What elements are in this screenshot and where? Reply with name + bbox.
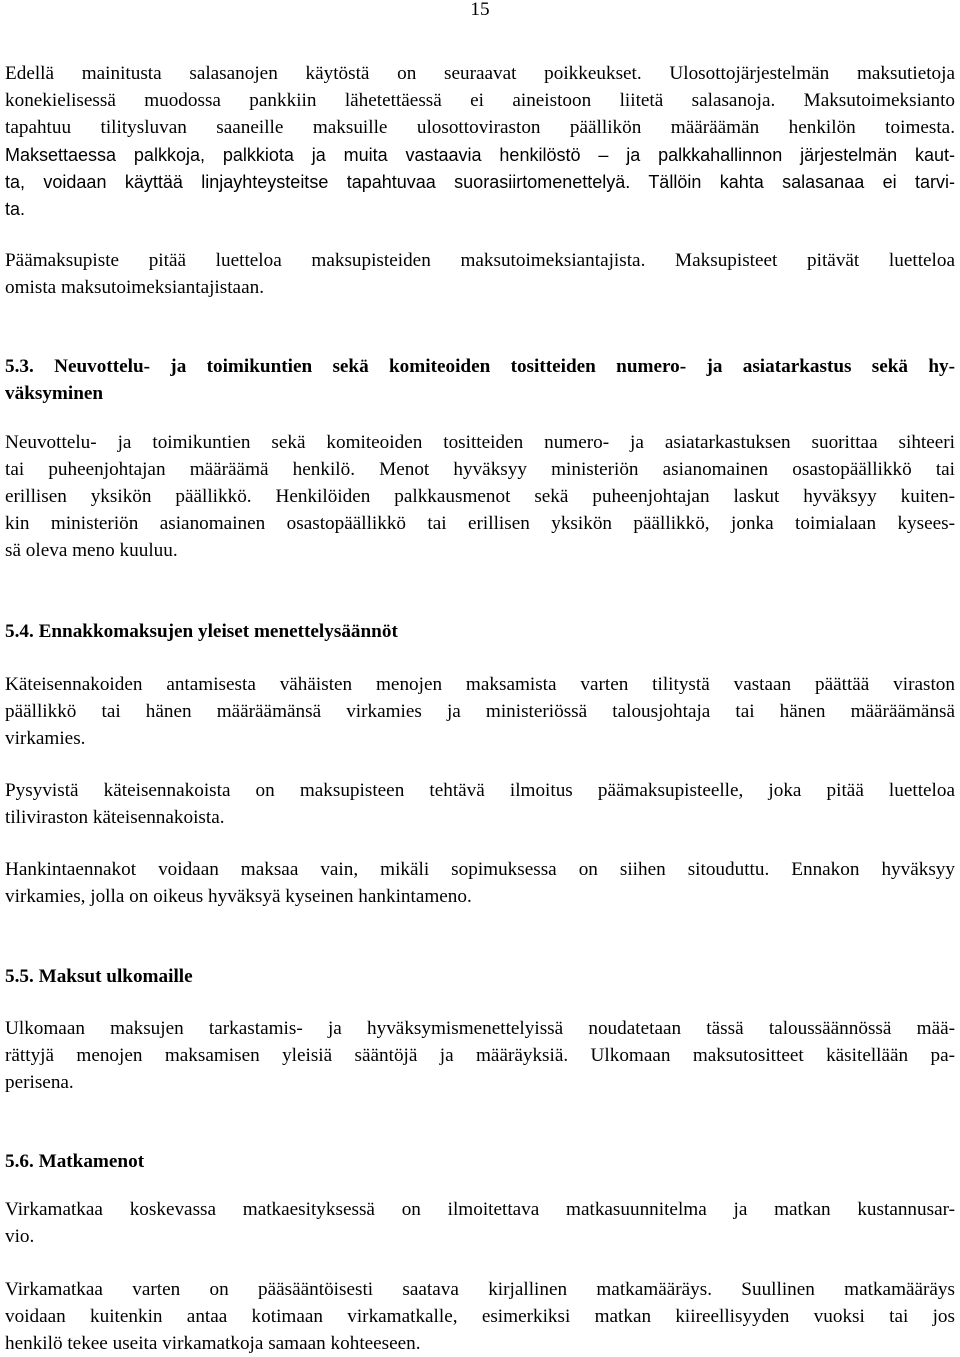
text-line: Maksettaessa palkkoja, palkkiota ja muita vastaavia henkilöstö – ja palkkahallinnon järjestelmän kaut- <box>5 145 955 165</box>
text-line: kin ministeriön asianomainen osastopäällikkö tai erillisen yksikön päällikkö, jonka toimialaan kysees- <box>5 513 955 534</box>
text-line: perisena. <box>5 1072 74 1093</box>
section-heading: 5.3. Neuvottelu- ja toimikuntien sekä komiteoiden tositteiden numero- ja asiatarkastus sekä hy- <box>5 356 955 377</box>
text-line: Virkamatkaa koskevassa matkaesityksessä on ilmoitettava matkasuunnitelma ja matkan kustannusar- <box>5 1199 955 1220</box>
text-line: vio. <box>5 1226 35 1247</box>
text-line: omista maksutoimeksiantajistaan. <box>5 277 264 298</box>
text-line: rättyjä menojen maksamisen yleisiä sääntöjä ja määräyksiä. Ulkomaan maksutositteet käsitellään pa- <box>5 1045 955 1066</box>
text-line: Ulkomaan maksujen tarkastamis- ja hyväksymismenettelyissä noudatetaan tässä taloussäännössä mää- <box>5 1018 955 1039</box>
text-line: voidaan kuitenkin antaa kotimaan virkamatkalle, esimerkiksi matkan kiireellisyyden vuoksi tai jos <box>5 1306 955 1327</box>
text-line: ta. <box>5 199 26 219</box>
text-line: sä oleva meno kuuluu. <box>5 540 178 561</box>
text-line: henkilö tekee useita virkamatkoja samaan kohteeseen. <box>5 1333 421 1354</box>
page-number: 15 <box>470 0 490 20</box>
text-line: päällikkö tai hänen määräämänsä virkamies ja ministeriössä talousjohtaja tai hänen määräämänsä <box>5 701 955 722</box>
text-line: konekielisessä muodossa pankkiin lähetettäessä ei aineistoon liitetä salasanoja. Maksutoimeksianto <box>5 90 955 111</box>
text-line: erillisen yksikön päällikkö. Henkilöiden palkkausmenot sekä puheenjohtajan laskut hyväksyy kuiten- <box>5 486 955 507</box>
text-line: ta, voidaan käyttää linjayhteysteitse tapahtuvaa suorasiirtomenettelyä. Tällöin kahta salasanaa ei tarvi- <box>5 172 955 192</box>
text-line: Neuvottelu- ja toimikuntien sekä komiteoiden tositteiden numero- ja asiatarkastuksen suorittaa sihteeri <box>5 432 955 453</box>
text-line: tai puheenjohtajan määräämä henkilö. Menot hyväksyy ministeriön asianomainen osastopäällikkö tai <box>5 459 955 480</box>
text-line: virkamies. <box>5 728 86 749</box>
text-line: Pysyvistä käteisennakoista on maksupisteen tehtävä ilmoitus päämaksupisteelle, joka pitää luetteloa <box>5 780 955 801</box>
text-line: tiliviraston käteisennakoista. <box>5 807 225 828</box>
text-line: Hankintaennakot voidaan maksaa vain, mikäli sopimuksessa on siihen sitouduttu. Ennakon hyväksyy <box>5 859 955 880</box>
text-line: Edellä mainitusta salasanojen käytöstä on seuraavat poikkeukset. Ulosottojärjestelmän maksutietoja <box>5 63 955 84</box>
text-line: virkamies, jolla on oikeus hyväksyä kyseinen hankintameno. <box>5 886 472 907</box>
text-line: Virkamatkaa varten on pääsääntöisesti saatava kirjallinen matkamääräys. Suullinen matkamääräys <box>5 1279 955 1300</box>
text-line: Päämaksupiste pitää luetteloa maksupisteiden maksutoimeksiantajista. Maksupisteet pitävät luetteloa <box>5 250 955 271</box>
section-heading: 5.5. Maksut ulkomaille <box>5 966 193 987</box>
section-heading: 5.4. Ennakkomaksujen yleiset menettelysäännöt <box>5 621 398 642</box>
text-line: Käteisennakoiden antamisesta vähäisten menojen maksamista varten tilitystä vastaan päättää viraston <box>5 674 955 695</box>
section-heading: väksyminen <box>5 383 104 404</box>
text-line: tapahtuu tilitysluvan saaneille maksuille ulosottoviraston päällikön määräämän henkilön toimesta. <box>5 117 955 138</box>
section-heading: 5.6. Matkamenot <box>5 1151 145 1172</box>
